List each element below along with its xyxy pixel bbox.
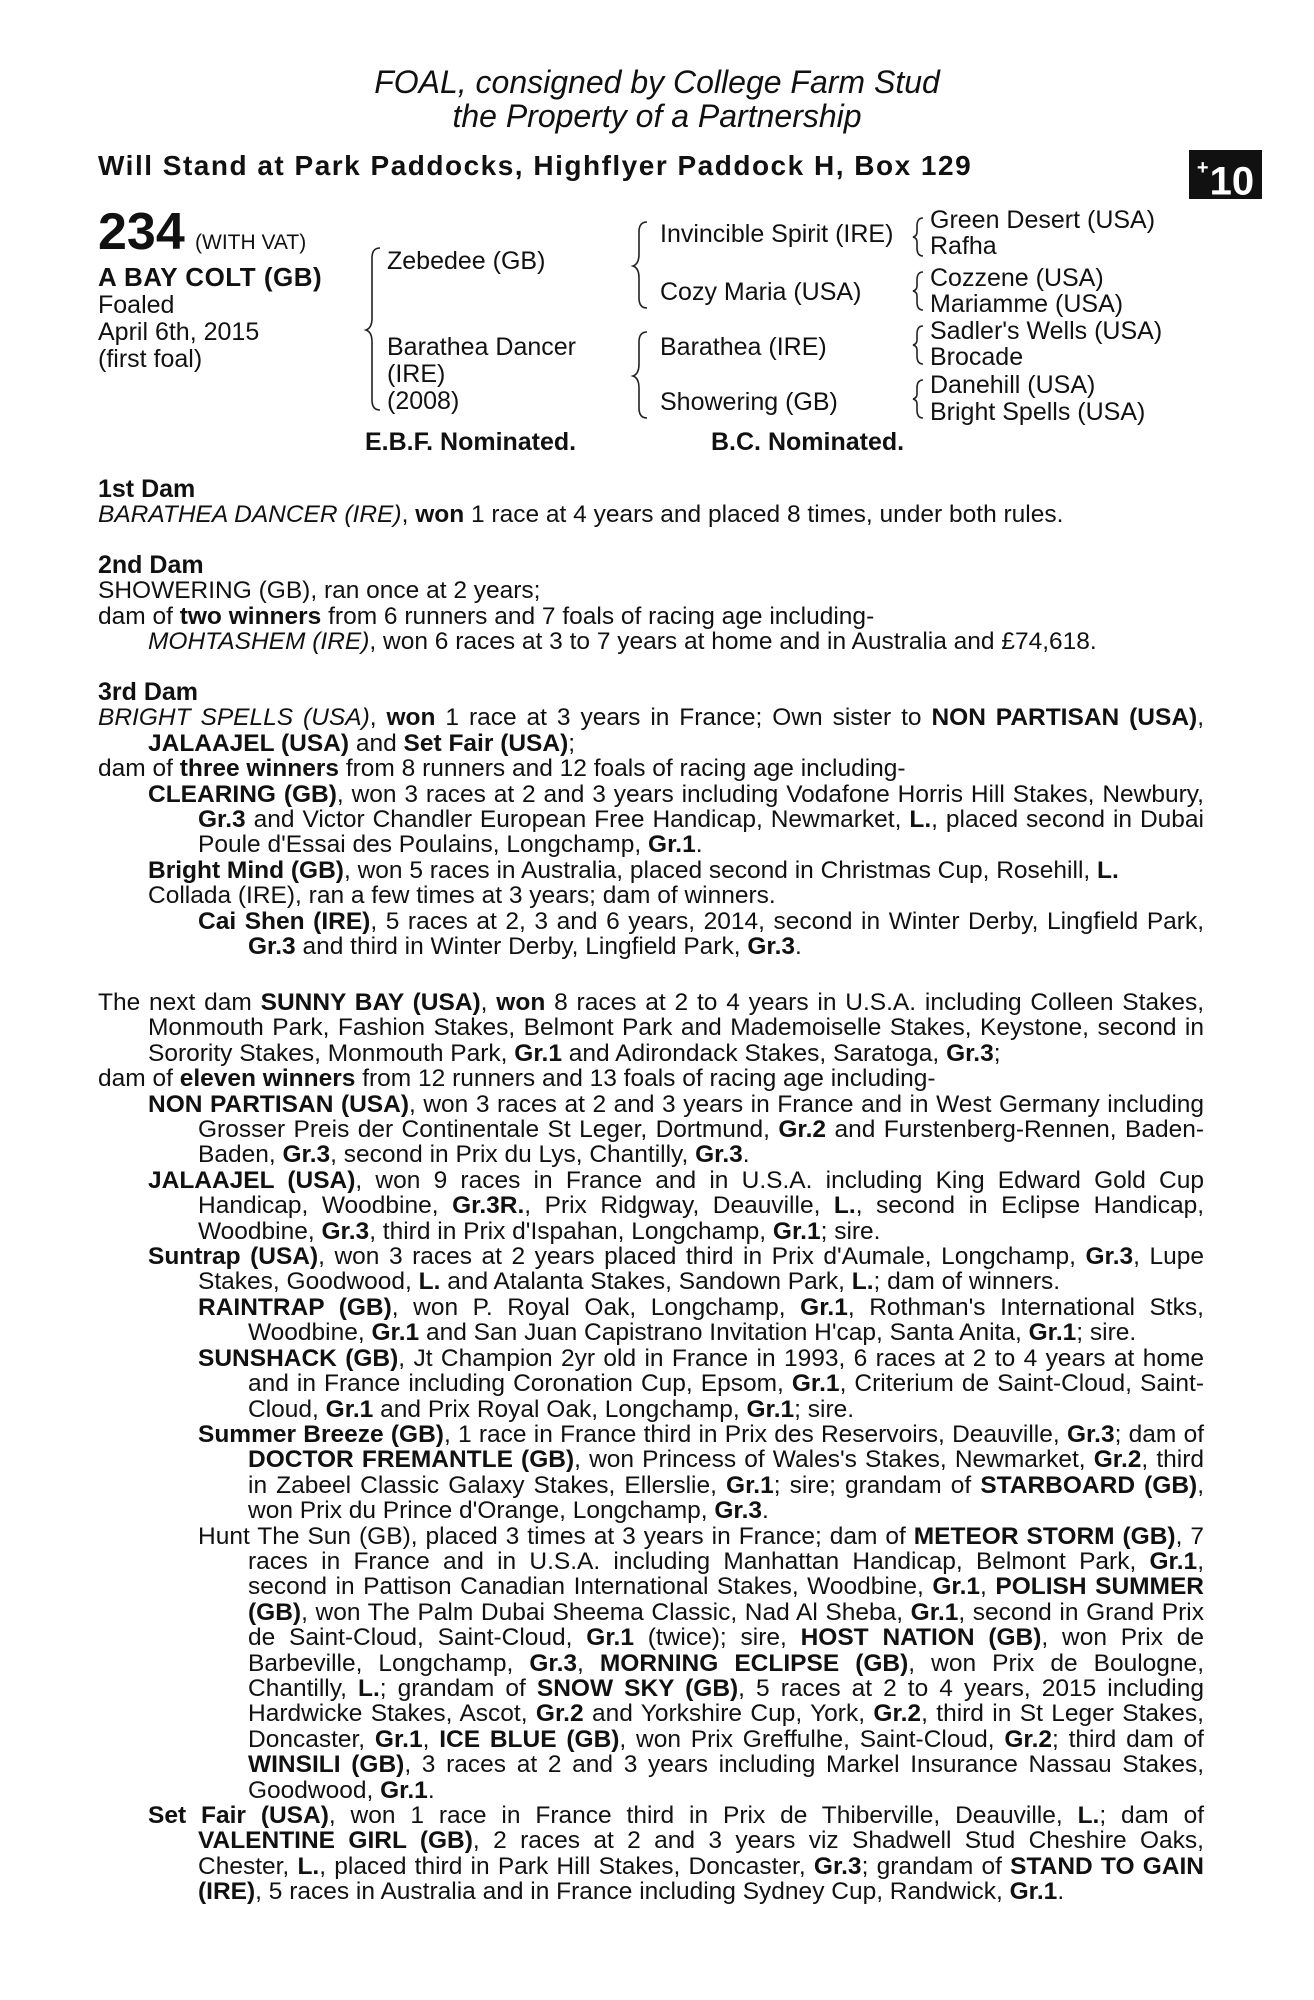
second-dam-text: SHOWERING (GB), ran once at 2 years; xyxy=(98,577,541,605)
ggs-1: Green Desert (USA) xyxy=(930,206,1156,234)
consignor-line: FOAL, consigned by College Farm Stud xyxy=(374,64,940,100)
sire-sire: Invincible Spirit (IRE) xyxy=(660,220,894,248)
first-dam-text: BARATHEA DANCER (IRE), won 1 race at 4 years and placed 8 times, under both rules. xyxy=(98,501,1064,529)
sire-dam: Cozy Maria (USA) xyxy=(660,278,862,306)
ebf-nominated: E.B.F. Nominated. xyxy=(365,428,577,456)
third-dam-section xyxy=(98,680,1204,959)
dam-line3: (2008) xyxy=(387,387,460,415)
offspring-sunshack: SUNSHACK (GB), Jt Champion 2yr old in France in 1993, 6 races at 2 to 4 years at home and in France including Coronation Cup, Epsom, Gr.1, Criterium de Saint-Cloud, Saint-Cloud, Gr.1 and Prix Royal Oak, Longchamp, Gr.1; sire. xyxy=(198,1344,1205,1423)
offspring-clearing: CLEARING (GB), won 3 races at 2 and 3 years including Vodafone Horris Hill Stakes, Newbury, Gr.3 and Victor Chandler European Free Handicap, Newmarket, L., placed second in Dubai Poule d'Essai des Poulains, Longchamp, Gr.1. xyxy=(148,780,1204,859)
offspring-raintrap: RAINTRAP (GB), won P. Royal Oak, Longchamp, Gr.1, Rothman's International Stks, Woodbine, Gr.1 and San Juan Capistrano Invitation H'cap, Santa Anita, Gr.1; sire. xyxy=(198,1293,1204,1347)
foal-note: (first foal) xyxy=(98,345,203,373)
offspring-set-fair: Set Fair (USA), won 1 race in France third in Prix de Thiberville, Deauville, L.; dam of VALENTINE GIRL (GB), 2 races at 2 and 3 years viz Shadwell Stud Cheshire Oaks, Chester, L., placed third in Park Hill Stakes, Doncaster, Gr.3; grandam of STAND TO GAIN (IRE), 5 races in Australia and in France including Sydney Cup, Randwick, Gr.1. xyxy=(148,1802,1205,1906)
bc-nominated: B.C. Nominated. xyxy=(711,428,905,456)
dam-line2: (IRE) xyxy=(387,360,446,388)
second-dam-offspring: MOHTASHEM (IRE), won 6 races at 3 to 7 years at home and in Australia and £74,618. xyxy=(148,628,1097,656)
badge-number: 10 xyxy=(1209,159,1255,204)
ggd-4: Bright Spells (USA) xyxy=(930,398,1146,426)
offspring-non-partisan: NON PARTISAN (USA), won 3 races at 2 and 3 years in France and in West Germany including Grosser Preis der Continentale St Leger, Dortmund, Gr.2 and Furstenberg-Rennen, Baden-Baden, Gr.3, second in Prix du Lys, Chantilly, Gr.3. xyxy=(148,1090,1205,1169)
first-dam-title: 1st Dam xyxy=(98,475,196,503)
lot-name: A BAY COLT (GB) xyxy=(98,262,323,292)
foaled-date: April 6th, 2015 xyxy=(98,318,260,346)
ggd-2: Mariamme (USA) xyxy=(930,290,1124,318)
next-dam-text: The next dam SUNNY BAY (USA), won 8 races at 2 to 4 years in U.S.A. including Colleen Stakes, Monmouth Park, Fashion Stakes, Belmont Park and Mademoiselle Stakes, Keystone, second in Sorority Stakes, Monmouth Park, Gr.1 and Adirondack Stakes, Saratoga, Gr.3; xyxy=(98,989,1204,1067)
ggs-4: Danehill (USA) xyxy=(930,371,1096,399)
foaled-label: Foaled xyxy=(98,291,175,319)
next-dam-produce: dam of eleven winners from 12 runners and 13 foals of racing age including- xyxy=(98,1065,936,1093)
first-dam-section xyxy=(98,477,1204,528)
offspring-cai-shen: Cai Shen (IRE), 5 races at 2, 3 and 6 years, 2014, second in Winter Derby, Lingfield Park, Gr.3 and third in Winter Derby, Lingfield Park, Gr.3. xyxy=(198,907,1204,961)
second-dam-title: 2nd Dam xyxy=(98,551,204,579)
ggs-3: Sadler's Wells (USA) xyxy=(930,317,1163,345)
next-dam-section xyxy=(98,990,1204,1905)
offspring-hunt-the-sun: Hunt The Sun (GB), placed 3 times at 3 years in France; dam of METEOR STORM (GB), 7 races in France and in U.S.A. including Manhattan Handicap, Belmont Park, Gr.1, second in Pattison Canadian International Stakes, Woodbine, Gr.1, POLISH SUMMER (GB), won The Palm Dubai Sheema Classic, Nad Al Sheba, Gr.1, second in Grand Prix de Saint-Cloud, Saint-Cloud, Gr.1 (twice); sire, HOST NATION (GB), won Prix de Barbeville, Longchamp, Gr.3, MORNING ECLIPSE (GB), won Prix de Boulogne, Chantilly, L.; grandam of SNOW SKY (GB), 5 races at 2 to 4 years, 2015 including Hardwicke Stakes, Ascot, Gr.2 and Yorkshire Cup, York, Gr.2, third in St Leger Stakes, Doncaster, Gr.1, ICE BLUE (GB), won Prix Greffulhe, Saint-Cloud, Gr.2; third dam of WINSILI (GB), 3 races at 2 and 3 years including Markel Insurance Nassau Stakes, Goodwood, Gr.1. xyxy=(198,1522,1205,1804)
dam-sire: Barathea (IRE) xyxy=(660,333,827,361)
offspring-collada: Collada (IRE), ran a few times at 3 years; dam of winners. xyxy=(148,882,776,910)
ggs-2: Cozzene (USA) xyxy=(930,264,1104,292)
ggd-3: Brocade xyxy=(930,343,1024,371)
dam-dam: Showering (GB) xyxy=(660,388,838,416)
offspring-bright-mind: Bright Mind (GB), won 5 races in Australia, placed second in Christmas Cup, Rosehill, L. xyxy=(148,856,1119,884)
ggd-1: Rafha xyxy=(930,232,997,260)
stand-location: Will Stand at Park Paddocks, Highflyer Paddock H, Box 129 xyxy=(98,150,973,181)
third-dam-produce: dam of three winners from 8 runners and 12 foals of racing age including- xyxy=(98,755,906,783)
third-dam-text: BRIGHT SPELLS (USA), won 1 race at 3 years in France; Own sister to NON PARTISAN (USA), JALAAJEL (USA) and Set Fair (USA); xyxy=(98,704,1205,757)
sire: Zebedee (GB) xyxy=(387,247,546,275)
lot-number: 234 xyxy=(98,203,185,261)
offspring-jalaajel: JALAAJEL (USA), won 9 races in France and in U.S.A. including King Edward Gold Cup Handicap, Woodbine, Gr.3R., Prix Ridgway, Deauville, L., second in Eclipse Handicap, Woodbine, Gr.3, third in Prix d'Ispahan, Longchamp, Gr.1; sire. xyxy=(148,1166,1204,1245)
third-dam-title: 3rd Dam xyxy=(98,678,199,706)
property-line: the Property of a Partnership xyxy=(452,98,862,134)
dam-line1: Barathea Dancer xyxy=(387,333,577,361)
second-dam-produce: dam of two winners from 6 runners and 7 foals of racing age including- xyxy=(98,602,875,630)
second-dam-section xyxy=(98,553,1204,655)
vat-note: (WITH VAT) xyxy=(195,231,307,254)
offspring-summer-breeze: Summer Breeze (GB), 1 race in France third in Prix des Reservoirs, Deauville, Gr.3; dam of DOCTOR FREMANTLE (GB), won Princess of Wales's Stakes, Newmarket, Gr.2, third in Zabeel Classic Galaxy Stakes, Ellerslie, Gr.1; sire; grandam of STARBOARD (GB), won Prix du Prince d'Orange, Longchamp, Gr.3. xyxy=(198,1420,1205,1525)
badge-mark: + xyxy=(1196,157,1209,179)
offspring-suntrap: Suntrap (USA), won 3 races at 2 years placed third in Prix d'Aumale, Longchamp, Gr.3, Lupe Stakes, Goodwood, L. and Atalanta Stakes, Sandown Park, L.; dam of winners. xyxy=(148,1243,1204,1296)
